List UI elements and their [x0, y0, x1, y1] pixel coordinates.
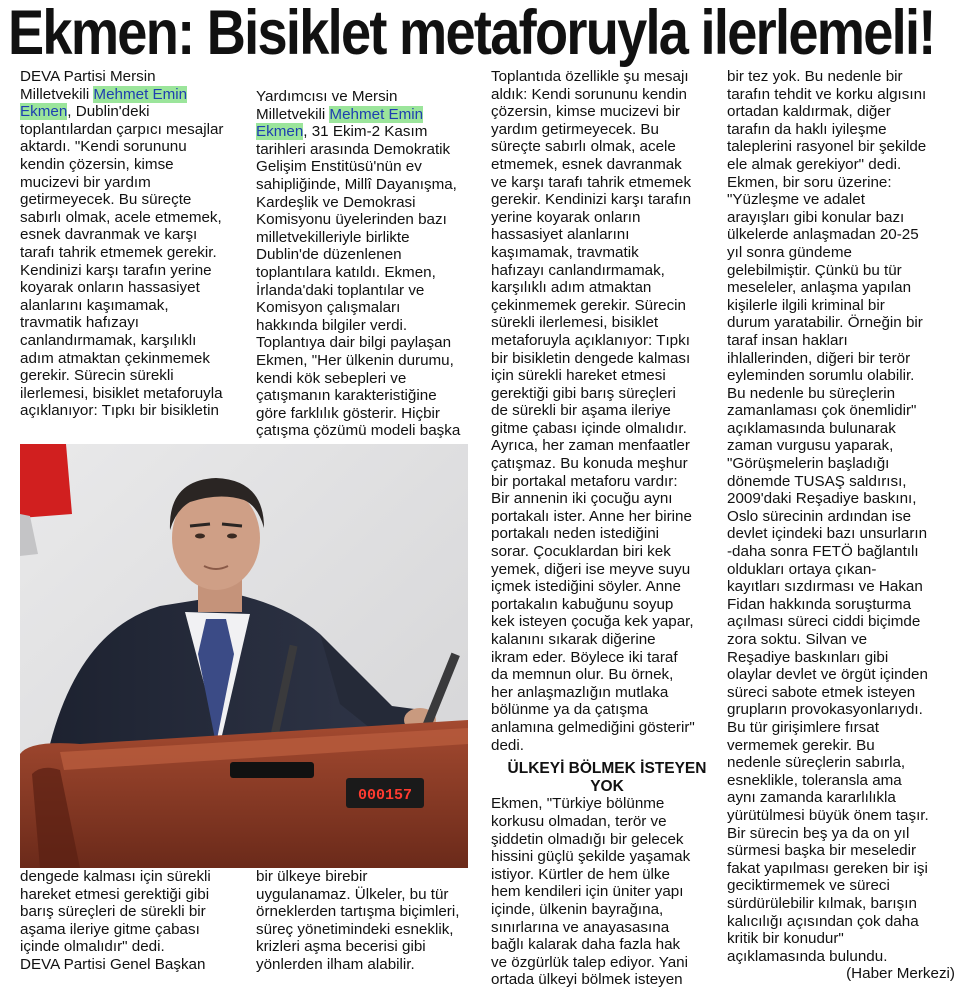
podium-counter: 000157 [357, 787, 413, 804]
text-line: yerine koyarak onların [491, 208, 641, 226]
text-line: da memnun olur. Bu örnek, [491, 666, 674, 684]
text-line: kek isteyen çocuğa kek yapar, [491, 613, 694, 631]
text-line: alanlarını kaşımamak, [20, 296, 169, 314]
text-line: getirmeyecek. Bu süreçte [20, 191, 192, 209]
text-line: toplantılara katıldı. Ekmen, [256, 263, 436, 281]
text-line: zaman vurgusu yaparak, [727, 437, 894, 455]
text-line: uygulanamaz. Ülkeler, bu tür [256, 885, 449, 903]
text-line: 2009'daki Reşadiye baskını, [727, 490, 917, 508]
text-line: kritik bir konudur" [727, 930, 844, 948]
text-line: bir ülkeye birebir [256, 868, 368, 885]
text-line: fakat yapılması gereken bir işi [727, 859, 928, 877]
text-line: devlet içindeki bazı unsurların [727, 525, 928, 543]
text-line: sürdürülebilir kılmak, barışın [727, 894, 917, 912]
article-photo [20, 444, 468, 868]
highlighted-name: Mehmet Emin [329, 105, 424, 123]
text-line: "Yüzleşme ve adalet [727, 191, 865, 209]
text-line: gerekir. Sürecin sürekli [20, 367, 174, 385]
highlighted-name: Mehmet Emin [93, 85, 188, 103]
text-line: Gelişim Enstitüsü'nün ev [256, 158, 422, 176]
text-line: ve özgürlük talep ediyor. Yani [491, 953, 688, 971]
text-line: aktardı. "Kendi sorununu [20, 138, 187, 156]
text-line: ve karşı tarafı tahrik etmemek [491, 173, 692, 191]
text-line: grupların provokasyonlarıydı. [727, 701, 923, 719]
text-line: göre farklılık gösterir. Hiçbir [256, 404, 440, 422]
text-line: gelebilmiştir. Çünkü bu tür [727, 261, 902, 279]
text-line: arayışları gibi konular bazı [727, 208, 905, 226]
text-line: toplantılardan çarpıcı mesajlar [20, 120, 224, 138]
text-fragment: , Dublin'deki [67, 103, 150, 121]
text-line: aldık: Kendi sorununu kendin [491, 85, 687, 103]
text-line: olaylar devlet ve örgüt içinden [727, 666, 928, 684]
text-line: Kardeşlik ve Demokrasi [256, 193, 416, 211]
text-line: anlamına gelmediğini gösterir" [491, 718, 695, 736]
text-line: DEVA Partisi Genel Başkan [20, 955, 206, 973]
text-line: kayıtları sızdırması ve Hakan [727, 578, 923, 596]
article-column-2 [256, 88, 486, 440]
text-line: Ayrıca, her zaman menfaatler [491, 437, 690, 455]
text-line: ortadan kaldırmak, diğer [727, 103, 891, 121]
text-line: eyleminden sorumlu olabilir. [727, 367, 915, 385]
text-line: tarafın da haklı iyileşme [727, 120, 887, 138]
text-line: yemek, diğeri ise meyve suyu [491, 560, 691, 578]
text-line: ilerlemesi, bisiklet metaforuyla [20, 384, 223, 402]
text-line: meseleler, anlaşma yapılan [727, 279, 912, 297]
text-line: taraf insan hakları [727, 331, 848, 349]
text-line: her anlaşmazlığın mutlaka [491, 683, 669, 701]
article-column-1-continued [20, 868, 250, 974]
text-line: Ekmen, "Her ülkenin durumu, [256, 351, 454, 369]
text-line: sahipliğinde, Millî Dayanışma, [256, 175, 457, 193]
text-line: sürekli ilerlemesi, bisiklet [491, 314, 659, 332]
text-line: kalıcılığı açısından çok daha [727, 912, 919, 930]
text-line: ikram eder. Böylece iki taraf [491, 648, 678, 666]
text-line: barış süreçleri de sürekli bir [20, 903, 206, 921]
text-line: hafızayı canlandırmamak, [491, 261, 665, 279]
article-headline: Ekmen: Bisiklet metaforuyla ilerlemeli! [8, 0, 935, 68]
text-line: Yardımcısı ve Mersin [256, 88, 398, 105]
text-line: oldukları ortaya çıkan- [727, 560, 877, 578]
text-line: Dublin'de düzenlenen [256, 246, 402, 264]
text-line: kendi kök sebepleri ve [256, 369, 407, 387]
text-line: kalanını sıkarak diğerine [491, 631, 656, 648]
text-line: İrlanda'daki toplantılar ve [256, 281, 425, 299]
highlighted-name: Ekmen [256, 123, 304, 141]
text-line: Ekmen, "Türkiye bölünme [491, 795, 665, 813]
text-line: karşılıklı adım atmaktan [491, 279, 652, 297]
article-column-1 [20, 68, 250, 420]
text-line: dedi. [491, 736, 524, 754]
text-line: çatışma çözümü modeli başka [256, 422, 461, 440]
text-line: travmatik hafızayı [20, 314, 140, 332]
text-line: aynı zamanda kararlılıkla [727, 789, 896, 807]
text-line: kişilerle ilgili kriminal bir [727, 296, 885, 314]
text-line: gerektiği gibi barış süreçleri [491, 384, 676, 402]
text-line: hissini güçlü şekilde yaşamak [491, 848, 691, 866]
text-line: Bir sürecin beş ya da on yıl [727, 824, 910, 842]
text-line: sınırlarına ve anayasasına [491, 918, 670, 936]
highlighted-name: Ekmen [20, 103, 68, 121]
text-line: geciktirmemek ve süreci [727, 877, 890, 895]
text-line: istiyor. Kürtler de hem ülke [491, 865, 670, 883]
text-line: metaforuyla açıklanıyor: Tıpkı [491, 331, 690, 349]
text-line: Fidan hakkında soruşturma [727, 595, 912, 613]
text-line: bir bisikletin dengede kalması [491, 349, 691, 367]
text-line: bölünme ya da çatışma [491, 701, 649, 719]
article-credit: (Haber Merkezi) [846, 965, 955, 983]
text-line [20, 86, 250, 104]
text-line: yürütülmesi büyük önem taşır. [727, 806, 929, 824]
text-line: süreci sabote etmek isteyen [727, 683, 916, 701]
text-line: tarafın tehdit ve korku algısını [727, 85, 927, 103]
text-line: tarafı tahrik etmemek gerekir. [20, 243, 217, 261]
text-line: canlandırmamak, karşılıklı [20, 331, 197, 349]
text-line [256, 106, 486, 124]
text-line: içmek istediğini söyler. Anne [491, 578, 681, 596]
text-line: açılması süreci ciddi biçimde [727, 613, 921, 631]
section-subheading: YOK [590, 777, 624, 795]
text-line: sabırlı olmak, acele etmemek, [20, 208, 222, 226]
text-line: bağlı kalarak daha fazla hak [491, 936, 681, 954]
text-line: "Görüşmelerin başladığı [727, 455, 890, 473]
text-line: içinde olmalıdır" dedi. [20, 938, 165, 956]
text-line: etmemek, esnek davranmak [491, 155, 682, 173]
text-line: Komisyon çalışmaları [256, 299, 401, 317]
text-line: gerekir. Kendinizi karşı tarafın [491, 191, 692, 209]
text-line: adım atmaktan çekinmemek [20, 349, 210, 367]
text-line: bir tez yok. Bu nedenle bir [727, 68, 903, 85]
text-line: sürmesi başka bir meseledir [727, 842, 917, 860]
text-line: portakalı ister. Anne her birine [491, 507, 692, 525]
text-line: hassasiyet alanlarını [491, 226, 630, 244]
column-3-paragraph [491, 68, 723, 754]
text-line: vermemek gerekir. Bu [727, 736, 875, 754]
text-line: yıl sonra gündeme [727, 243, 852, 261]
text-line: dengede kalması için sürekli [20, 868, 211, 885]
text-line: örneklerden tartışma biçimleri, [256, 903, 460, 921]
text-line: içinde, ülkenin bayrağına, [491, 900, 664, 918]
text-line: portakalın kabuğunu soyup [491, 595, 674, 613]
text-line: Komisyonu üyelerinden bazı [256, 211, 447, 229]
text-line: Toplantıya dair bilgi paylaşan [256, 334, 452, 352]
text-line: gitme çabası içinde olmalıdır. [491, 419, 687, 437]
text-line: Bu nedenle bu süreçlerin [727, 384, 896, 402]
text-line: taleplerini rasyonel bir şekilde [727, 138, 927, 156]
text-line: hakkında bilgiler verdi. [256, 316, 408, 334]
text-line: durum yaratabilir. Örneğin bir [727, 314, 923, 332]
text-line: mucizevi bir yardım [20, 173, 151, 191]
article-column-3 [491, 68, 723, 989]
text-line: süreç yönetimindeki esneklik, [256, 920, 454, 938]
text-line: Bu tür girişimlere fırsat [727, 718, 879, 736]
speaker-at-podium-photo [20, 444, 468, 868]
text-line: zora soktu. Silvan ve [727, 631, 868, 648]
text-line: ele almak gerekiyor" dedi. [727, 155, 902, 173]
text-line: korkusu olmadan, terör ve [491, 812, 667, 830]
text-line: portakalı neden istediğini [491, 525, 660, 543]
text-line: Kendinizi karşı tarafın yerine [20, 261, 212, 279]
text-line: Toplantıda özellikle şu mesajı [491, 68, 689, 85]
text-line: hareket etmesi gerektiği gibi [20, 885, 210, 903]
text-line: süreçte sabırlı olmak, acele [491, 138, 676, 156]
text-line: Bir annenin iki çocuğu aynı [491, 490, 673, 508]
text-line: esnek davranmak ve karşı [20, 226, 198, 244]
text-line: milletvekilleriyle birlikte [256, 228, 410, 246]
text-line: için sürekli hareket etmesi [491, 367, 666, 385]
text-line: çekinmemek gerekir. Sürecin [491, 296, 686, 314]
text-line: hem kendileri için üniter yapı [491, 883, 684, 901]
article-column-4 [727, 68, 955, 983]
flag-shape [20, 444, 72, 518]
text-line: esneklikle, toleransla ama [727, 771, 902, 789]
text-line: Reşadiye baskınları gibi [727, 648, 889, 666]
text-line: bir portakal metaforu vardır: [491, 472, 678, 490]
text-line: açıklamasında bulundu. [727, 947, 888, 965]
text-line: de sürekli bir aşama ileriye [491, 402, 671, 420]
text-line: krizleri aşma becerisi gibi [256, 938, 426, 956]
text-line: şiddetin olmadığı bir gelecek [491, 830, 684, 848]
text-line: ihlallerinden, diğeri bir terör [727, 349, 911, 367]
text-fragment: Milletvekili [20, 85, 94, 103]
text-line: DEVA Partisi Mersin [20, 68, 156, 85]
text-line: tarihleri arasında Demokratik [256, 140, 451, 158]
text-line: açıklamasında bulunarak [727, 419, 896, 437]
text-fragment: Milletvekili [256, 105, 330, 123]
text-line: yönlerden ilham alabilir. [256, 955, 415, 973]
text-line: açıklanıyor: Tıpkı bir bisikletin [20, 402, 219, 420]
text-line [20, 103, 250, 121]
text-line: koyarak onların hassasiyet [20, 279, 200, 297]
text-line: sorar. Çocuklardan biri kek [491, 543, 671, 561]
text-line: ortada ülkeyi bölmek isteyen [491, 971, 683, 989]
column-3-paragraph [491, 795, 723, 989]
text-line: zamanlaması çok önemlidir" [727, 402, 917, 420]
article-column-2-continued [256, 868, 486, 974]
text-line [256, 123, 486, 141]
text-line: çatışmanın karakteristiğine [256, 387, 437, 405]
text-line: yardım getirmeyecek. Bu [491, 120, 659, 138]
text-line: ülkelerde anlaşmadan 20-25 [727, 226, 919, 244]
text-line: çatışmaz. Bu konuda meşhur [491, 455, 688, 473]
text-line: Oslo sürecinin ardından ise [727, 507, 912, 525]
text-line: Ekmen, bir soru üzerine: [727, 173, 892, 191]
text-line: kendin çözersin, kimse [20, 155, 174, 173]
text-line: -daha sonra FETÖ bağlantılı [727, 543, 919, 561]
text-line: çözersin, kimse mucizevi bir [491, 103, 681, 121]
text-line: dönemde TUSAŞ saldırısı, [727, 472, 907, 490]
text-line: nedenle süreçlerin sabırla, [727, 754, 906, 772]
text-line: aşama ileriye gitme çabası [20, 920, 200, 938]
text-fragment: , 31 Ekim-2 Kasım [303, 123, 428, 141]
text-line: kaşımamak, travmatik [491, 243, 639, 261]
section-subheading: ÜLKEYİ BÖLMEK İSTEYEN [507, 760, 707, 778]
